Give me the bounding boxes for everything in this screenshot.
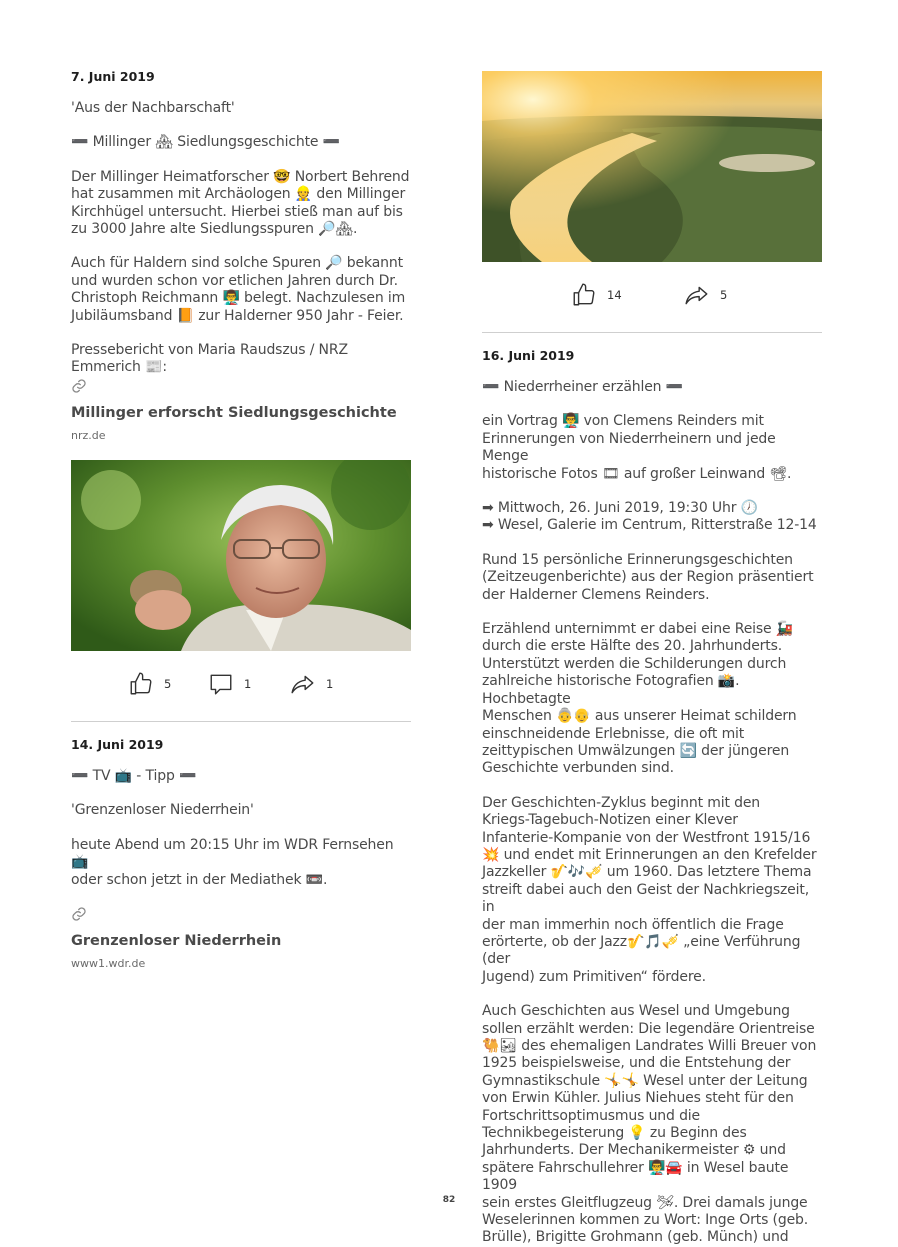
post-7-juni: [71, 68, 411, 722]
post-paragraph: Auch Geschichten aus Wesel und Umgebung sollen erzählt werden: Die legendäre Orientreise 🐫🏜 des ehemaligen Landrates Willi Breuer von 1925 beispielsweise, und die Entstehung der Gymnastikschule 🤸🤸 Wesel unter der Leitung von Erwin Kühler. Julius Niehues steht für den Fortschrittsoptimusmus und die Technikbegeisterung 💡 zu Beginn des Jahrhunderts. Der Mechanikermeister ⚙ und spätere Fahrschullehrer 👨‍🏫🚘 in Wesel baute 1909 sein erstes Gleitflugzeug 🛩. Drei damals junge Weselerinnen kommen zu Wort: Inge Orts (geb. Brülle), Brigitte Grohmann (geb. Münch) und: [482, 1003, 817, 1246]
right-column: [482, 71, 822, 1247]
post-date: 14. Juni 2019: [71, 736, 164, 752]
comment-button[interactable]: [208, 671, 251, 697]
post-14-juni: [71, 736, 411, 971]
like-count: 5: [164, 676, 172, 691]
share-icon: [290, 671, 316, 697]
thumbs-up-icon: [571, 282, 597, 308]
post-paragraph: heute Abend um 20:15 Uhr im WDR Fernsehen 📺 oder schon jetzt in der Mediathek 📼.: [71, 836, 394, 888]
link-icon[interactable]: [71, 906, 87, 922]
comment-icon: [208, 671, 234, 697]
page-number: 82: [442, 1195, 456, 1205]
elderly-man-photo: [71, 460, 411, 651]
post-paragraph: Auch für Haldern sind solche Spuren 🔎 bekannt und wurden schon vor etlichen Jahren durch Dr. Christoph Reichmann 👨‍🏫 belegt. Nachzulesen im Jubiläumsband 📙 zur Halderner 950 Jahr - Feier.: [71, 255, 406, 324]
post-16-juni: [482, 347, 822, 1247]
post-actions: [71, 651, 411, 721]
link-domain: www1.wdr.de: [71, 956, 146, 970]
like-button[interactable]: [128, 671, 171, 697]
post-paragraph: Erzählend unternimmt er dabei eine Reise 🚂 durch die erste Hälfte des 20. Jahrhunderts. Unterstützt werden die Schilderungen durch zahlreiche historische Fotografien 📸. Hochbetagte Menschen 👵👴 aus unserer Heimat schildern einschneidende Erlebnisse, die oft mit zeittypischen Umwälzungen 🔄 der jüngeren Geschichte verbunden sind.: [482, 621, 797, 777]
share-button[interactable]: [290, 671, 333, 697]
post-paragraph: 'Aus der Nachbarschaft': [71, 100, 235, 116]
post-paragraph: 'Grenzenloser Niederrhein': [71, 802, 254, 819]
left-column: [71, 68, 411, 988]
like-button[interactable]: [571, 282, 622, 308]
share-count: 5: [720, 288, 728, 302]
post-paragraph: ➖ Niederrheiner erzählen ➖: [482, 379, 683, 395]
river-aerial-photo: [482, 71, 822, 262]
share-button[interactable]: [684, 282, 727, 308]
divider: [482, 332, 822, 333]
post-paragraph: ein Vortrag 👨‍🏫 von Clemens Reinders mit Erinnerungen von Niederrheinern und jede Menge historische Fotos 🎞 auf großer Leinwand 📽.: [482, 413, 792, 482]
post-paragraph: ➡ Mittwoch, 26. Juni 2019, 19:30 Uhr 🕖 ➡ Wesel, Galerie im Centrum, Ritterstraße 12-14: [482, 500, 817, 534]
thumbs-up-icon: [128, 671, 154, 697]
like-count: 14: [607, 288, 622, 302]
post-paragraph: ➖ TV 📺 - Tipp ➖: [71, 767, 197, 784]
post-paragraph: Rund 15 persönliche Erinnerungsgeschichten (Zeitzeugenberichte) aus der Region präsentiert der Halderner Clemens Reinders.: [482, 551, 814, 603]
link-domain: nrz.de: [71, 428, 106, 442]
post-paragraph: Pressebericht von Maria Raudszus / NRZ Emmerich 📰:: [71, 342, 348, 376]
link-title[interactable]: Millinger erforscht Siedlungsgeschichte: [71, 404, 397, 421]
post-actions: [482, 262, 822, 332]
divider: [71, 721, 411, 722]
post-paragraph: Der Millinger Heimatforscher 🤓 Norbert Behrend hat zusammen mit Archäologen 👷 den Millinger Kirchhügel untersucht. Hierbei stieß man auf bis zu 3000 Jahre alte Siedlungsspuren 🔎🏘.: [71, 168, 410, 238]
comment-count: 1: [244, 676, 252, 691]
post-date: 16. Juni 2019: [482, 348, 575, 363]
post-date: 7. Juni 2019: [71, 69, 155, 84]
link-icon[interactable]: [71, 378, 87, 394]
post-paragraph: ➖ Millinger 🏘 Siedlungsgeschichte ➖: [71, 134, 340, 151]
link-title[interactable]: Grenzenloser Niederrhein: [71, 932, 282, 949]
share-icon: [684, 282, 710, 308]
post-paragraph: Der Geschichten-Zyklus beginnt mit den Kriegs-Tagebuch-Notizen einer Klever Infanterie-Kompanie von der Westfront 1915/16 💥 und endet mit Erinnerungen an den Krefelder Jazzkeller 🎷🎶🎺 um 1960. Das letztere Thema streift dabei auch den Geist der Nachkriegszeit, in der man immerhin noch öffentlich die Frage erörterte, ob der Jazz🎷🎵🎺 „eine Verführung (der Jugend) zum Primitiven“ fördere.: [482, 794, 817, 985]
share-count: 1: [326, 676, 334, 691]
